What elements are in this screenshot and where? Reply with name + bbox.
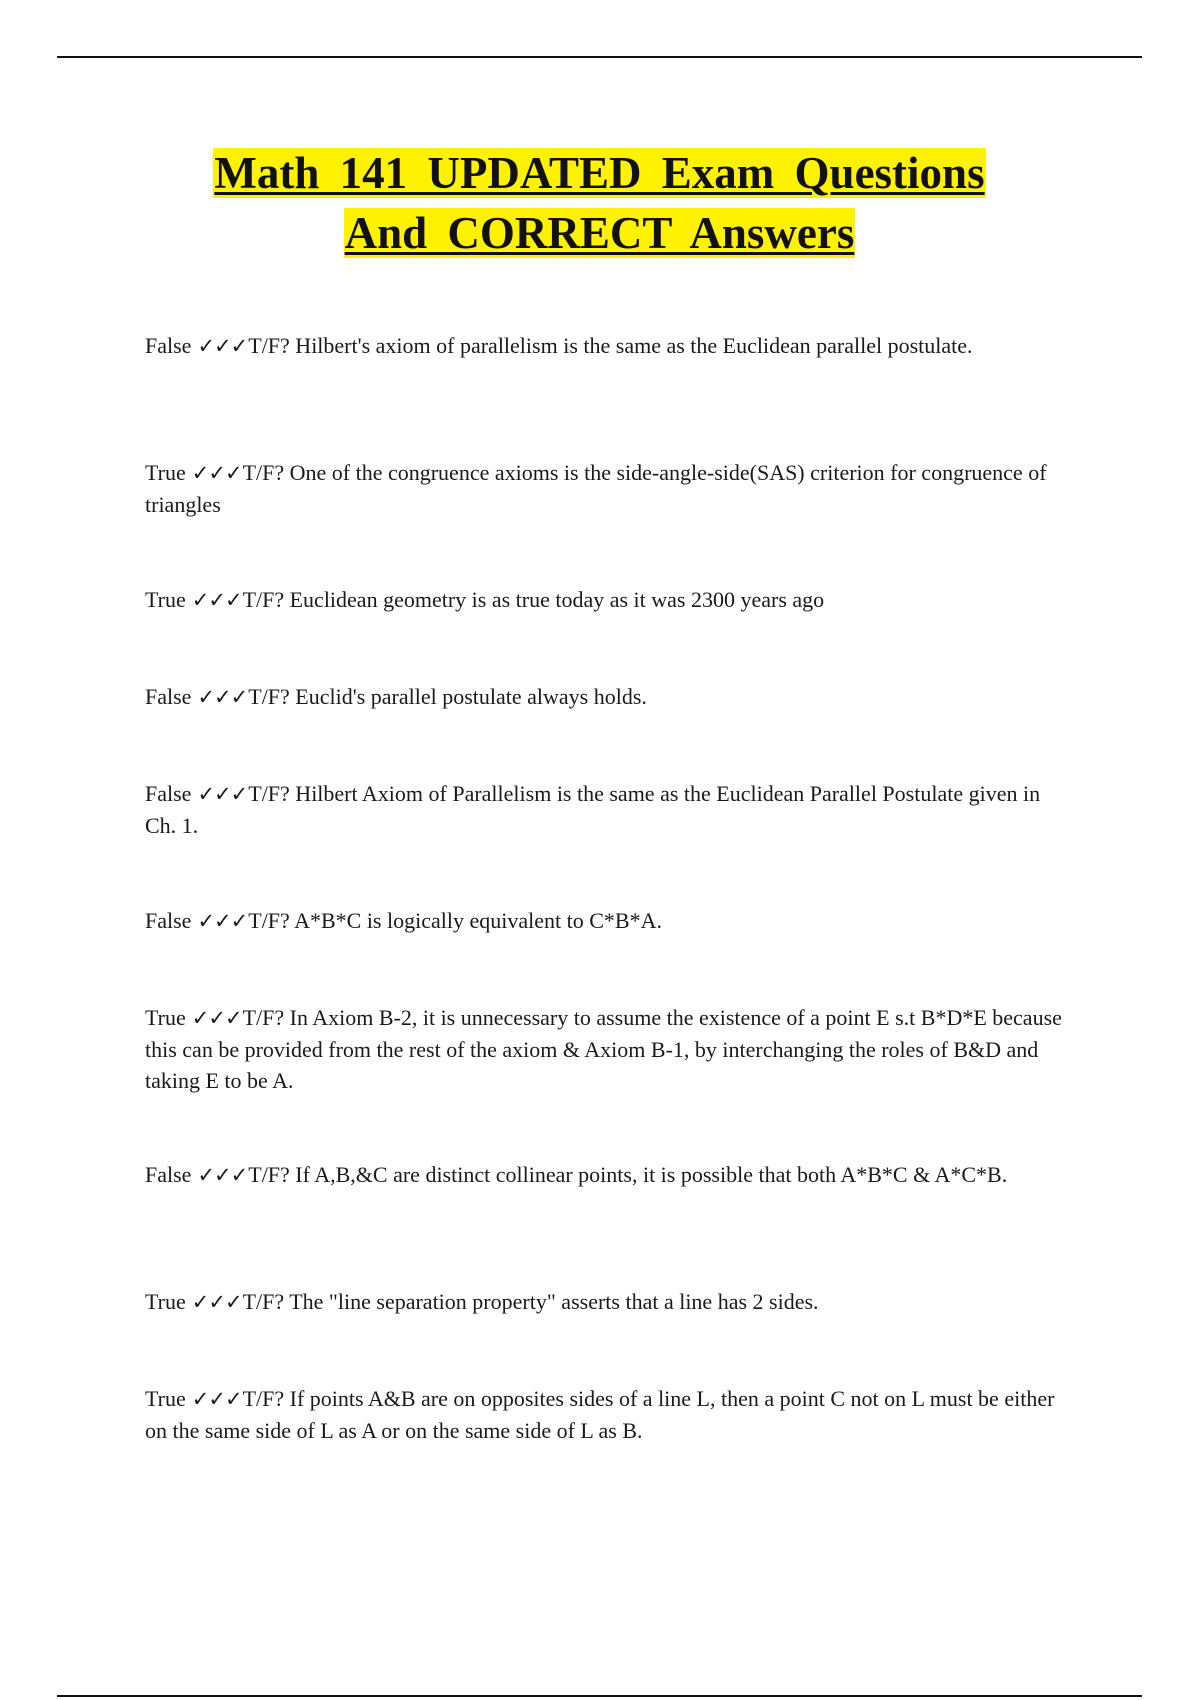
question-item xyxy=(145,681,1065,713)
question-text: T/F? If A,B,&C are distinct collinear points, it is possible that both A*B*C & A*C*B. xyxy=(248,1162,1008,1187)
answer-label: True xyxy=(145,587,186,612)
question-item xyxy=(145,778,1065,841)
title-line-1: Math 141 UPDATED Exam Questions xyxy=(214,148,985,198)
question-item xyxy=(145,584,1065,616)
check-marks-icon: ✓✓✓ xyxy=(191,461,242,485)
check-marks-icon: ✓✓✓ xyxy=(191,1387,242,1411)
check-marks-icon: ✓✓✓ xyxy=(191,1290,242,1314)
question-text: T/F? In Axiom B-2, it is unnecessary to assume the existence of a point E s.t B*D*E because this can be provided from the rest of the axiom & Axiom B-1, by interchanging the roles of B&D and taking E to be A. xyxy=(145,1005,1062,1093)
check-marks-icon: ✓✓✓ xyxy=(197,782,248,806)
answer-label: False xyxy=(145,684,192,709)
question-item xyxy=(145,905,1065,937)
answer-label: True xyxy=(145,460,186,485)
question-item xyxy=(145,330,1065,362)
question-text: T/F? One of the congruence axioms is the side-angle-side(SAS) criterion for congruence of triangles xyxy=(145,460,1047,517)
title-line-2: And CORRECT Answers xyxy=(344,208,855,258)
question-item xyxy=(145,1002,1065,1096)
question-text: T/F? Euclidean geometry is as true today as it was 2300 years ago xyxy=(242,587,825,612)
question-item xyxy=(145,1159,1065,1191)
check-marks-icon: ✓✓✓ xyxy=(197,1163,248,1187)
question-text: T/F? Hilbert's axiom of parallelism is the same as the Euclidean parallel postulate. xyxy=(248,333,973,358)
question-item xyxy=(145,457,1065,520)
check-marks-icon: ✓✓✓ xyxy=(197,909,248,933)
question-item xyxy=(145,1383,1065,1446)
check-marks-icon: ✓✓✓ xyxy=(197,685,248,709)
check-marks-icon: ✓✓✓ xyxy=(191,1006,242,1030)
question-text: T/F? Euclid's parallel postulate always holds. xyxy=(248,684,647,709)
check-marks-icon: ✓✓✓ xyxy=(197,334,248,358)
answer-label: True xyxy=(145,1289,186,1314)
question-text: T/F? Hilbert Axiom of Parallelism is the same as the Euclidean Parallel Postulate given in Ch. 1. xyxy=(145,781,1041,838)
question-text: T/F? The "line separation property" asserts that a line has 2 sides. xyxy=(242,1289,819,1314)
answer-label: False xyxy=(145,781,192,806)
answer-label: True xyxy=(145,1386,186,1411)
question-text: T/F? A*B*C is logically equivalent to C*B*A. xyxy=(248,908,662,933)
answer-label: False xyxy=(145,908,192,933)
answer-label: True xyxy=(145,1005,186,1030)
check-marks-icon: ✓✓✓ xyxy=(191,588,242,612)
header-rule xyxy=(57,56,1142,58)
answer-label: False xyxy=(145,333,192,358)
footer-rule xyxy=(57,1695,1142,1697)
document-title xyxy=(57,143,1142,263)
question-item xyxy=(145,1286,1065,1318)
question-text: T/F? If points A&B are on opposites sides of a line L, then a point C not on L must be either on the same side of L as A or on the same side of L as B. xyxy=(145,1386,1055,1443)
answer-label: False xyxy=(145,1162,192,1187)
